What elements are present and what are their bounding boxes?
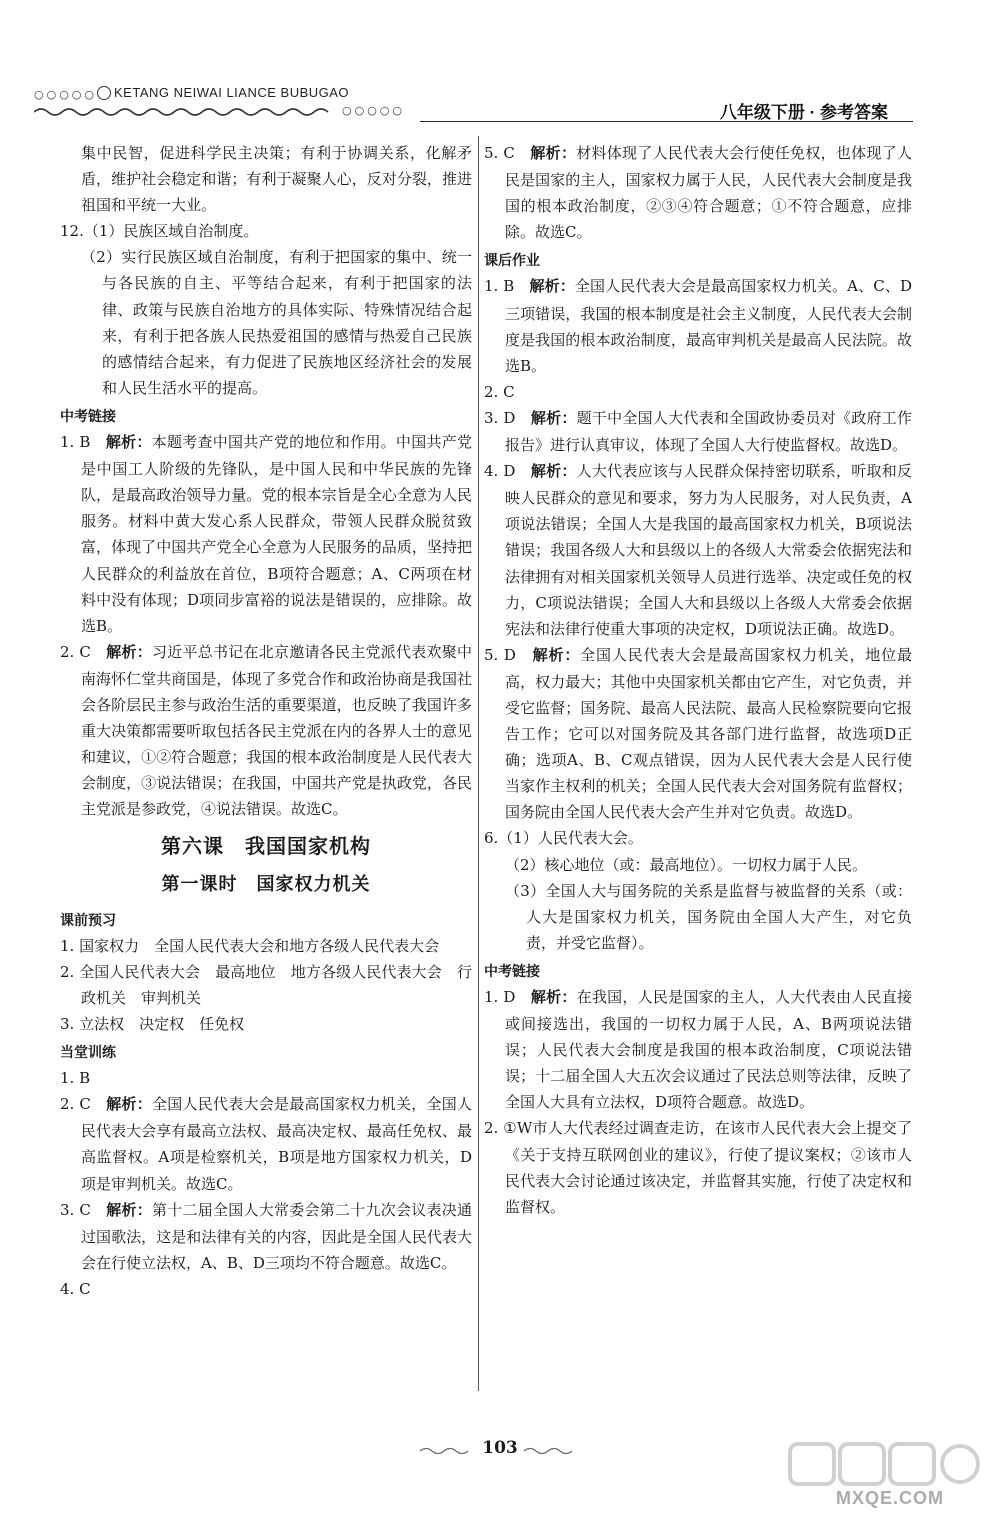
class-answer-1: 1. B	[60, 1069, 91, 1088]
analysis-label: 解析：	[532, 646, 581, 664]
header-rule	[420, 121, 913, 122]
answer-head: 1. B	[484, 277, 530, 296]
header-dots-left: ○○○○○	[34, 88, 97, 101]
zk-answer-2: 2. ①W市人大代表经过调查走访，在该市人民代表大会上提交了《关于支持互联网创业的建议》，行使了提议案权；②该市人民代表大会讨论通过该决定，并监督其实施，行使了决定权和监督权。	[484, 1119, 912, 1216]
analysis-label: 解析：	[529, 278, 575, 296]
period-title: 第一课时 国家权力机关	[161, 873, 371, 894]
homework-answer-1	[484, 273, 912, 378]
class-answer-2	[60, 1091, 472, 1196]
section-class-training: 当堂训练	[60, 1044, 116, 1061]
class-answer-5	[484, 140, 912, 245]
analysis-label: 解析：	[530, 989, 577, 1006]
homework-answer-5	[484, 642, 912, 826]
analysis-text: 全国人民代表大会是最高国家权力机关，地位最高，权力最大；其他中央国家机关都由它产生，对它负责，并受它监督；国务院、最高人民法院、最高人民检察院要向它报告工作；它可以对国务院及其各部门进行监督，故选项D正确；选项A、B、C观点错误，因为人民代表大会是人民行使当家作主权利的机关；全国人民代表大会对国务院有监督权；国务院由全国人民代表大会产生并对它负责。故选D。	[505, 645, 912, 822]
q12-part1: 12.（1）民族区域自治制度。	[60, 222, 259, 241]
answer-head: 3. D	[484, 408, 531, 427]
analysis-text: 在我国，人民是国家的主人，人大代表由人民直接或间接选出，我国的一切权力属于人民，A、B两项说法错误；人民代表大会制度是我国的根本政治制度，C项说法错误；十二届全国人大五次会议通过了民法总则等法律，反映了全国人大具有立法权，D项符合题意。故选D。	[505, 988, 912, 1112]
answer-head: 4. D	[484, 462, 531, 481]
homework-answer-6-part2: （2）核心地位（或：最高地位）。一切权力属于人民。	[505, 855, 868, 874]
watermark-text: MXQE.COM	[836, 1488, 945, 1508]
homework-answer-6-part3: （3）全国人大与国务院的关系是监督与被监督的关系（或：人大是国家权力机关，国务院由全国人大产生，对它负责，并受它监督）。	[505, 881, 912, 952]
section-preview: 课前预习	[60, 911, 116, 928]
analysis-label: 解析：	[530, 409, 577, 427]
analysis-text: 全国人民代表大会是最高国家权力机关，全国人民代表大会享有最高立法权、最高决定权、最高任免权、最高监督权。A项是检察机关，B项是地方国家权力机关，D项是审判机关。故选C。	[81, 1095, 472, 1193]
analysis-text: 本题考查中国共产党的地位和作用。中国共产党是中国工人阶级的先锋队，是中国人民和中华民族的先锋队，是最高政治领导力量。党的根本宗旨是全心全意为人民服务。材料中黄大发心系人民群众，带领人民群众脱贫致富，体现了中国共产党全心全意为人民服务的品质，坚持把人民群众的利益放在首位，B项符合题意；A、C两项在材料中没有体现；D项同步富裕的说法是错误的，应排除。故选B。	[81, 433, 472, 635]
header-brand: KETANG NEIWAI LIANCE BUBUGAO	[114, 85, 350, 100]
analysis-text: 人大代表应该与人民群众保持密切联系，听取和反映人民群众的意见和要求，努力为人民服务，对人民负责，A项说法错误；全国人大是我国的最高国家权力机关，B项说法错误；我国各级人大和县级以上的各级人大常委会依据宪法和法律拥有对相关国家机关领导人员进行选举、决定或任免的权力，C项说法错误；全国人大和县级以上各级人大常委会依据宪法和法律行使重大事项的决定权，D项说法正确。故选D。	[505, 462, 912, 638]
header-title: 八年级下册 · 参考答案	[719, 103, 888, 122]
page-number: 103	[482, 1438, 518, 1458]
class-answer-3	[60, 1197, 472, 1276]
brand-logo-icon	[97, 86, 111, 100]
section-homework: 课后作业	[484, 252, 540, 269]
answer-head: 1. B	[60, 433, 106, 452]
analysis-text: 习近平总书记在北京邀请各民主党派代表欢聚中南海怀仁堂共商国是，体现了多党合作和政治协商是我国社会各阶层民主参与政治生活的重要渠道，也反映了我国许多重大决策都需要听取包括各民主党派在内的各界人士的意见和建议，①②符合题意；我国的根本政治制度是人民代表大会制度，③说法错误；在我国，中国共产党是执政党，各民主党派是参政党，④说法错误。故选C。	[81, 642, 472, 819]
section-zhongkao: 中考链接	[60, 407, 116, 424]
answer-head: 1. D	[484, 988, 531, 1006]
section-zhongkao: 中考链接	[484, 962, 540, 979]
homework-answer-2: 2. C	[484, 382, 515, 401]
class-answer-4: 4. C	[60, 1279, 91, 1298]
header-dots-right: ○○○○○	[342, 104, 405, 117]
analysis-label: 解析：	[530, 463, 577, 481]
q12-part2: （2）实行民族区域自治制度，有利于把国家的集中、统一与各民族的自主、平等结合起来，有利于把国家的法律、政策与民族自治地方的具体实际、特殊情况结合起来，有利于把各族人民热爱祖国的感情与热爱自己民族的感情结合起来，有力促进了民族地区经济社会的发展和人民生活水平的提高。	[81, 248, 472, 397]
column-divider	[478, 136, 479, 1391]
analysis-label: 解析：	[530, 145, 577, 162]
zk-answer-2	[60, 639, 472, 823]
zk-answer-1	[60, 429, 472, 639]
zk-answer-1	[484, 984, 912, 1115]
analysis-label: 解析：	[106, 1096, 153, 1114]
answer-head: 5. D	[484, 645, 533, 664]
page-number-ornament-right	[522, 1446, 572, 1456]
answer-head: 5. C	[484, 144, 531, 162]
analysis-text: 题干中全国人大代表和全国政协委员对《政府工作报告》进行认真审议，体现了全国人大行使监督权。故选D。	[505, 408, 912, 455]
left-column	[60, 140, 472, 1302]
analysis-text: 第十二届全国人大常委会第二十九次会议表决通过国歌法，这是和法律有关的内容，因此是全国人民代表大会在行使立法权，A、B、D三项均不符合题意。故选C。	[81, 1200, 472, 1272]
homework-answer-6-part1: 6.（1）人民代表大会。	[484, 829, 643, 848]
analysis-text: 全国人民代表大会是最高国家权力机关。A、C、D三项错误，我国的根本制度是社会主义制度，人民代表大会制度是我国的根本政治制度，最高审判机关是最高人民法院。故选B。	[505, 277, 912, 375]
preview-answer-1: 1. 国家权力 全国人民代表大会和地方各级人民代表大会	[60, 936, 440, 955]
analysis-label: 解析：	[105, 434, 152, 452]
q11-continuation: 集中民智，促进科学民主决策；有利于协调关系，化解矛盾，维护社会稳定和谐；有利于凝聚人心，反对分裂，推进祖国和平统一大业。	[81, 144, 472, 215]
right-column	[484, 140, 912, 1220]
homework-answer-3	[484, 405, 912, 458]
lesson-title: 第六课 我国国家机构	[161, 836, 371, 859]
homework-answer-4	[484, 458, 912, 642]
answer-head: 3. C	[60, 1200, 107, 1219]
answer-head: 2. C	[60, 642, 107, 661]
analysis-label: 解析：	[106, 1201, 153, 1219]
answer-head: 2. C	[60, 1095, 107, 1114]
preview-answer-2: 2. 全国人民代表大会 最高地位 地方各级人民代表大会 行政机关 审判机关	[60, 962, 472, 1007]
header-wave-ornament	[34, 106, 334, 118]
analysis-text: 材料体现了人民代表大会行使任免权，也体现了人民是国家的主人，国家权力属于人民，人民代表大会制度是我国的根本政治制度，②③④符合题意；①不符合题意，应排除。故选C。	[505, 144, 912, 242]
preview-answer-3: 3. 立法权 决定权 任免权	[60, 1015, 245, 1033]
analysis-label: 解析：	[106, 643, 153, 661]
